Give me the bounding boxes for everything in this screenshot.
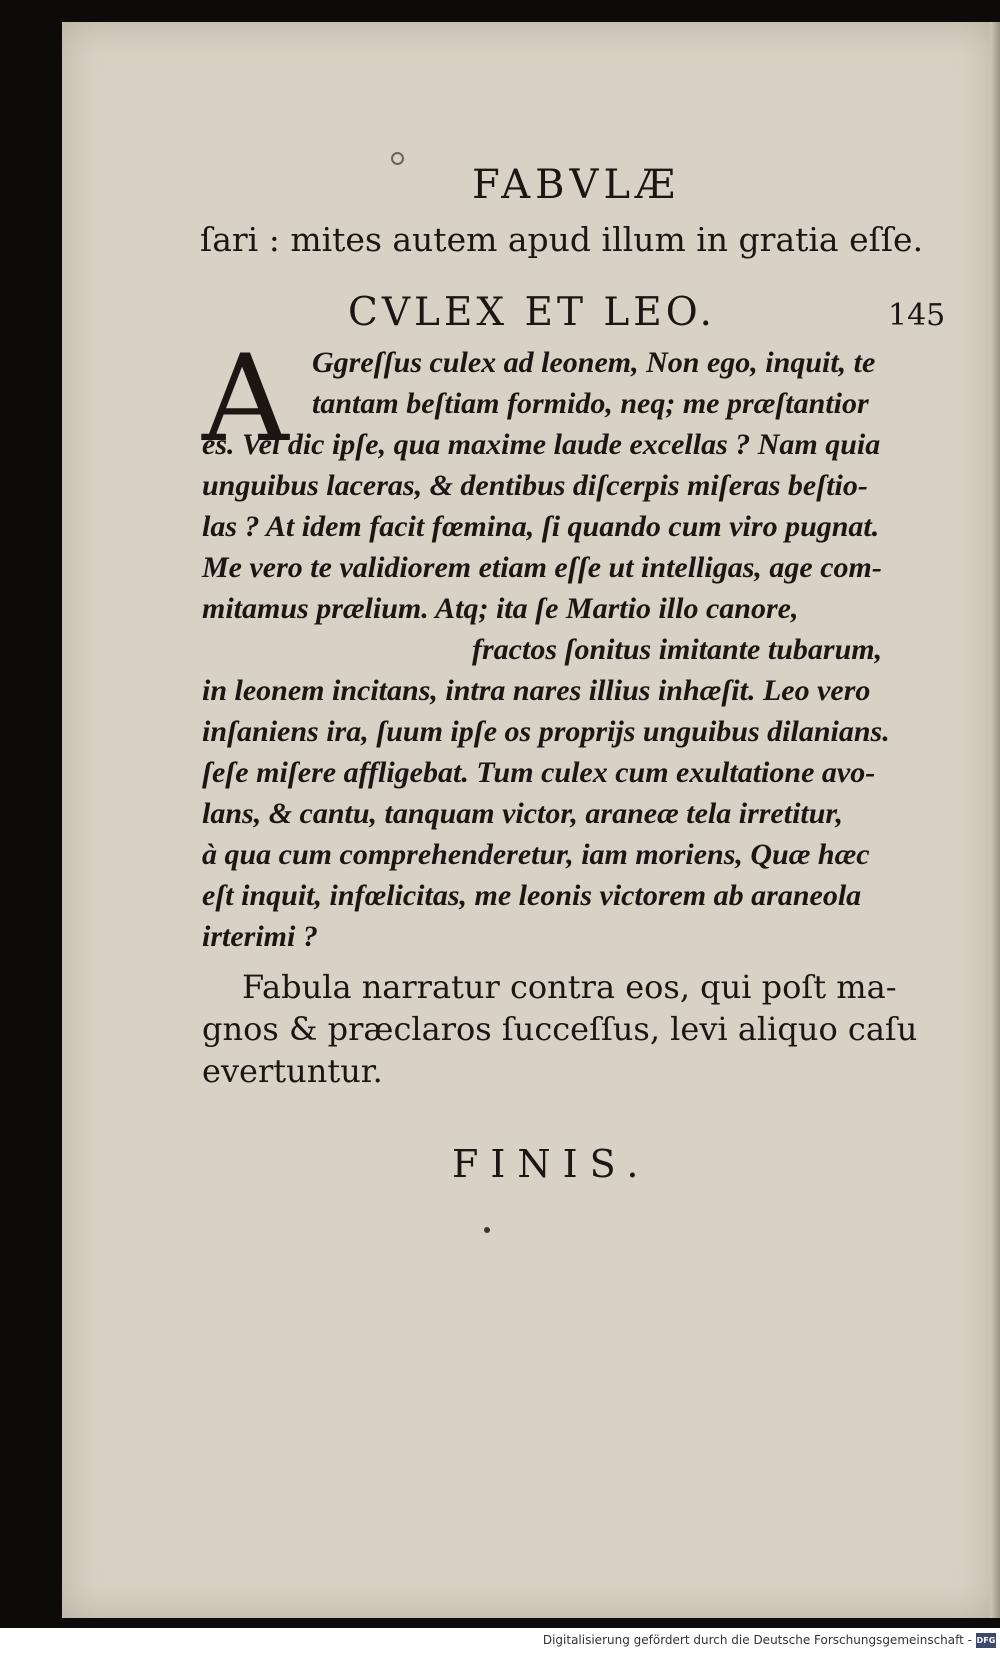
fable-title: CVLEX ET LEO. [348,290,716,335]
text-line: ſeſe miſere affligebat. Tum culex cum exultatione avo- [202,756,876,789]
verse-line: fractos ſonitus imitante tubarum, [472,633,883,666]
text-line: irterimi ? [202,920,318,953]
drop-cap: A [202,330,289,469]
paper-mark [391,152,404,165]
footer-credit: Digitalisierung gefördert durch die Deutsche Forschungsgemeinschaft - [542,1633,972,1647]
text-line: eſt inquit, infœlicitas, me leonis victorem ab araneola [202,879,862,912]
text-line: lans, & cantu, tanquam victor, araneæ tela irretitur, [202,797,843,830]
digitization-footer [0,1628,1000,1653]
text-line: unguibus laceras, & dentibus diſcerpis miſeras beſtio- [202,469,868,502]
continuation-line: ſari : mites autem apud illum in gratia eſſe. [200,220,924,259]
dfg-logo: DFG [976,1633,996,1648]
moral-line: evertuntur. [202,1052,383,1090]
running-title: FABVLÆ [472,162,681,208]
page-number: 145 [888,298,946,333]
text-line: inſaniens ira, ſuum ipſe os proprijs unguibus dilanians. [202,715,890,748]
text-line: Ggreſſus culex ad leonem, Non ego, inquit, te [312,346,876,379]
text-line: in leonem incitans, intra nares illius inhæſit. Leo vero [202,674,871,707]
ink-speck [484,1227,490,1233]
book-page [62,22,994,1618]
text-line: à qua cum comprehenderetur, iam moriens, Quæ hæc [202,838,870,871]
text-line: mitamus prælium. Atq; ita ſe Martio illo canore, [202,592,799,625]
text-line: Me vero te validiorem etiam eſſe ut intelligas, age com- [202,551,882,584]
text-line: tantam beſtiam formido, neq; me præſtantior [312,387,869,420]
text-line: las ? At idem facit fœmina, ſi quando cum viro pugnat. [202,510,880,543]
text-line: es. Vel dic ipſe, qua maxime laude excellas ? Nam quia [202,428,881,461]
finis: FINIS. [452,1142,651,1186]
moral-line: gnos & præclaros ſucceſſus, levi aliquo caſu [202,1010,918,1048]
moral-line: Fabula narratur contra eos, qui poſt ma- [242,968,897,1006]
